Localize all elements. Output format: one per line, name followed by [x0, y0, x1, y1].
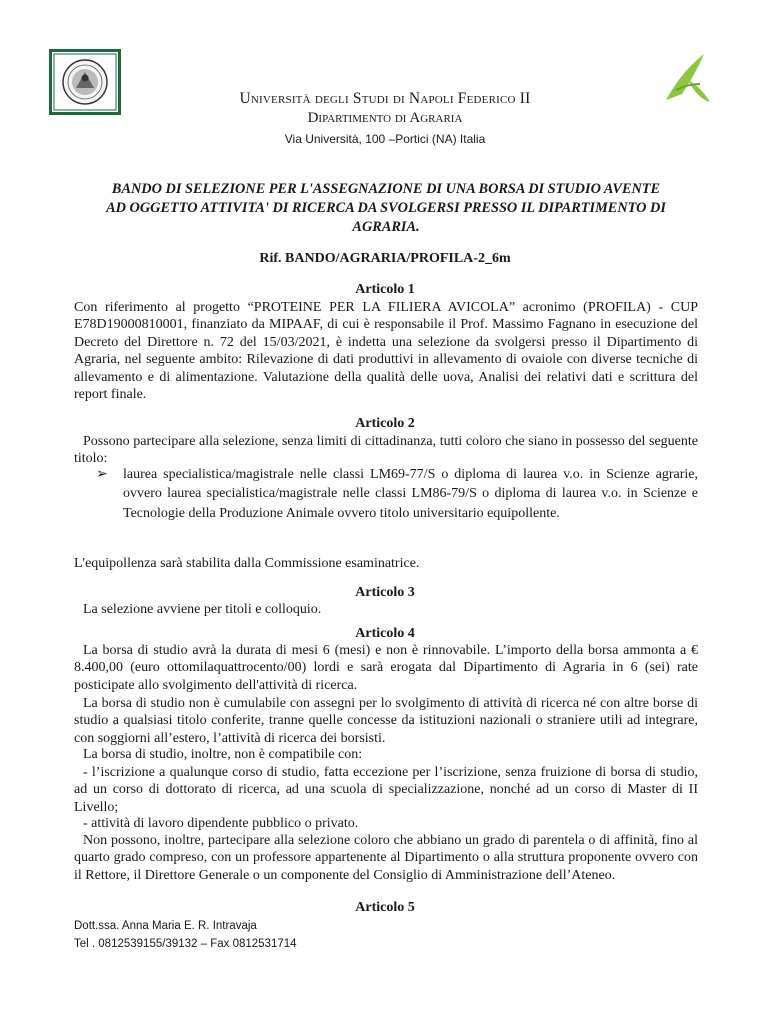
article-2-heading: Articolo 2 — [355, 416, 415, 431]
department-address: Via Università, 100 –Portici (NA) Italia — [284, 132, 486, 146]
article-4-paragraph-2: La borsa di studio non è cumulabile con assegni per lo svolgimento di attività di ricerca né con altre borse di studio a qualsiasi titolo conferite, tranne quelle concesse da istituzioni nazionali o straniere utili ad integrare, con soggiorni all’estero, l’attività di ricerca dei borsisti. — [74, 696, 698, 746]
article-3-heading: Articolo 3 — [355, 585, 415, 600]
article-4-heading: Articolo 4 — [355, 626, 415, 641]
title-line-2: AD OGGETTO ATTIVITA' DI RICERCA DA SVOLGERSI PRESSO IL DIPARTIMENTO DI — [106, 200, 666, 216]
article-1-heading: Articolo 1 — [355, 282, 415, 297]
title-line-1: BANDO DI SELEZIONE PER L'ASSEGNAZIONE DI UNA BORSA DI STUDIO AVENTE — [111, 181, 661, 197]
article-4-paragraph-3: La borsa di studio, inoltre, non è compatibile con: — [83, 747, 363, 762]
university-name: Università degli Studi di Napoli Federico II — [239, 90, 531, 107]
article-2-intro: Possono partecipare alla selezione, senza limiti di cittadinanza, tutti coloro che siano in possesso del seguente titolo: — [74, 434, 698, 467]
article-4-paragraph-1: La borsa di studio avrà la durata di mesi 6 (mesi) e non è rinnovabile. L’importo della borsa ammonta a € 8.400,00 (euro ottomilaquattrocento/00) lordi e sarà erogata dal Dipartimento di Agraria in 6 (sei) rate posticipate allo svolgimento dell'attività di ricerca. — [74, 643, 698, 693]
article-1-text: Con riferimento al progetto “PROTEINE PER LA FILIERA AVICOLA” acronimo (PROFILA) - CUP E78D19000810001, finanziato da MIPAAF, di cui è responsabile il Prof. Massimo Fagnano in esecuzione del Decreto del Direttore n. 72 del 15/03/2021, è indetta una selezione da svolgersi presso il Dipartimento di Agraria, nel seguente ambito: Rilevazione di dati produttivi in allevamento di ovaiole con diverse tecniche di allevamento e di alimentazione. Valutazione della qualità delle uova, Analisi dei relativi dati e scrittura del report finale. — [74, 300, 698, 403]
arrow-bullet-icon: ➢ — [96, 467, 108, 482]
reference-code: Rif. BANDO/AGRARIA/PROFILA-2_6m — [259, 251, 511, 266]
article-5-heading: Articolo 5 — [355, 900, 415, 915]
footer — [74, 917, 297, 953]
article-4-paragraph-6: Non possono, inoltre, partecipare alla selezione coloro che abbiano un grado di parentela o di affinità, fino al quarto grado compreso, con un professore appartenente al Dipartimento o alla struttura proponente ovvero con il Rettore, il Direttore Generale o un componente del Consiglio di Amministrazione dell’Ateneo. — [74, 833, 698, 883]
department-name: Dipartimento di Agraria — [307, 110, 463, 126]
document-title — [78, 180, 694, 237]
article-3-text: La selezione avviene per titoli e colloquio. — [83, 602, 322, 617]
article-2-bullet-text: laurea specialistica/magistrale nelle classi LM69-77/S o diploma di laurea v.o. in Scienze agrarie, ovvero laurea specialistica/magistrale nelle classi LM86-79/S o diploma di laurea v.o. in Scienze e Tecnologie della Produzione Animale ovvero titolo universitario equipollente. — [123, 467, 698, 521]
article-2-note: L'equipollenza sarà stabilita dalla Commissione esaminatrice. — [74, 556, 420, 571]
title-line-3: AGRARIA. — [352, 219, 420, 235]
article-4-paragraph-4: - l’iscrizione a qualunque corso di studio, fatta eccezione per l’iscrizione, senza fruizione di borsa di studio, ad un corso di dottorato di ricerca, ad una scuola di specializzazione, nonché ad un corso di Master di II Livello; — [74, 765, 698, 815]
article-4-paragraph-5: - attività di lavoro dipendente pubblico o privato. — [83, 816, 359, 831]
footer-contact-name: Dott.ssa. Anna Maria E. R. Intravaja — [74, 920, 257, 932]
footer-phone-fax: Tel . 0812539155/39132 – Fax 0812531714 — [74, 938, 297, 950]
article-2-bullet — [96, 465, 698, 523]
